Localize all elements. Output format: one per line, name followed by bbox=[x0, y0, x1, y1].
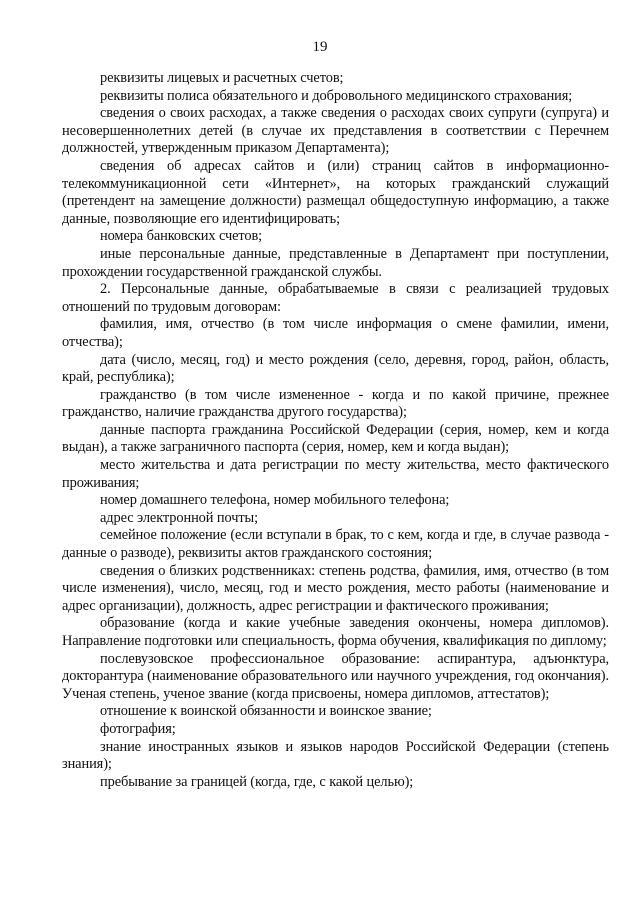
paragraph: сведения о близких родственниках: степень родства, фамилия, имя, отчество (в том числе изменения), число, месяц, год и место рождения, место работы (наименование и адрес организации), должность, адрес регистрации и фактического проживания; bbox=[62, 562, 609, 614]
paragraph: место жительства и дата регистрации по месту жительства, место фактического проживания; bbox=[62, 457, 609, 491]
paragraph: знание иностранных языков и языков народов Российской Федерации (степень знания); bbox=[62, 738, 609, 773]
paragraph: сведения об адресах сайтов и (или) страниц сайтов в информационно-телекоммуникационной сети «Интернет», на которых гражданский служащий (претендент на замещение должности) размещал общедоступную информацию, а также данные, позволяющие его идентифицировать; bbox=[62, 157, 609, 227]
paragraph: образование (когда и какие учебные заведения окончены, номера дипломов). Направление подготовки или специальность, форма обучения, квалификация по диплому; bbox=[62, 615, 609, 649]
paragraph: фамилия, имя, отчество (в том числе информация о смене фамилии, имени, отчества); bbox=[62, 316, 609, 350]
paragraph: адрес электронной почты; bbox=[100, 509, 258, 526]
paragraph: реквизиты лицевых и расчетных счетов; bbox=[100, 70, 344, 86]
paragraph: сведения о своих расходах, а также сведения о расходах своих супруги (супруга) и несовершеннолетних детей (в случае их представления в соответствии с Перечнем должностей, утвержденным приказом Департамента); bbox=[62, 105, 609, 157]
paragraph: номер домашнего телефона, номер мобильного телефона; bbox=[100, 492, 450, 509]
paragraph: гражданство (в том числе измененное - когда и по какой причине, прежнее гражданство, наличие гражданства другого государства); bbox=[62, 386, 609, 421]
document-body bbox=[62, 70, 609, 791]
paragraph: реквизиты полиса обязательного и добровольного медицинского страхования; bbox=[100, 87, 573, 104]
paragraph: номера банковских счетов; bbox=[100, 228, 263, 245]
paragraph: семейное положение (если вступали в брак, то с кем, когда и где, в случае развода - данные о разводе), реквизиты актов гражданского состояния; bbox=[62, 527, 609, 562]
paragraph: дата (число, месяц, год) и место рождения (село, деревня, город, район, область, край, республика); bbox=[62, 351, 609, 386]
paragraph: отношение к воинской обязанности и воинское звание; bbox=[100, 703, 432, 720]
paragraph: фотография; bbox=[100, 720, 176, 737]
paragraph: пребывание за границей (когда, где, с какой целью); bbox=[100, 773, 414, 790]
section-heading-paragraph: 2. Персональные данные, обрабатываемые в связи с реализацией трудовых отношений по трудовым договорам: bbox=[62, 281, 609, 315]
paragraph: послевузовское профессиональное образование: аспирантура, адъюнктура, докторантура (наименование образовательного или научного учреждения, год окончания). Ученая степень, ученое звание (когда присвоены, номера дипломов, аттестатов); bbox=[62, 650, 609, 702]
paragraph: данные паспорта гражданина Российской Федерации (серия, номер, кем и когда выдан), а также заграничного паспорта (серия, номер, кем и когда выдан); bbox=[62, 421, 609, 456]
paragraph: иные персональные данные, представленные в Департамент при поступлении, прохождении государственной гражданской службы. bbox=[62, 245, 609, 280]
page-number: 19 bbox=[312, 39, 328, 55]
